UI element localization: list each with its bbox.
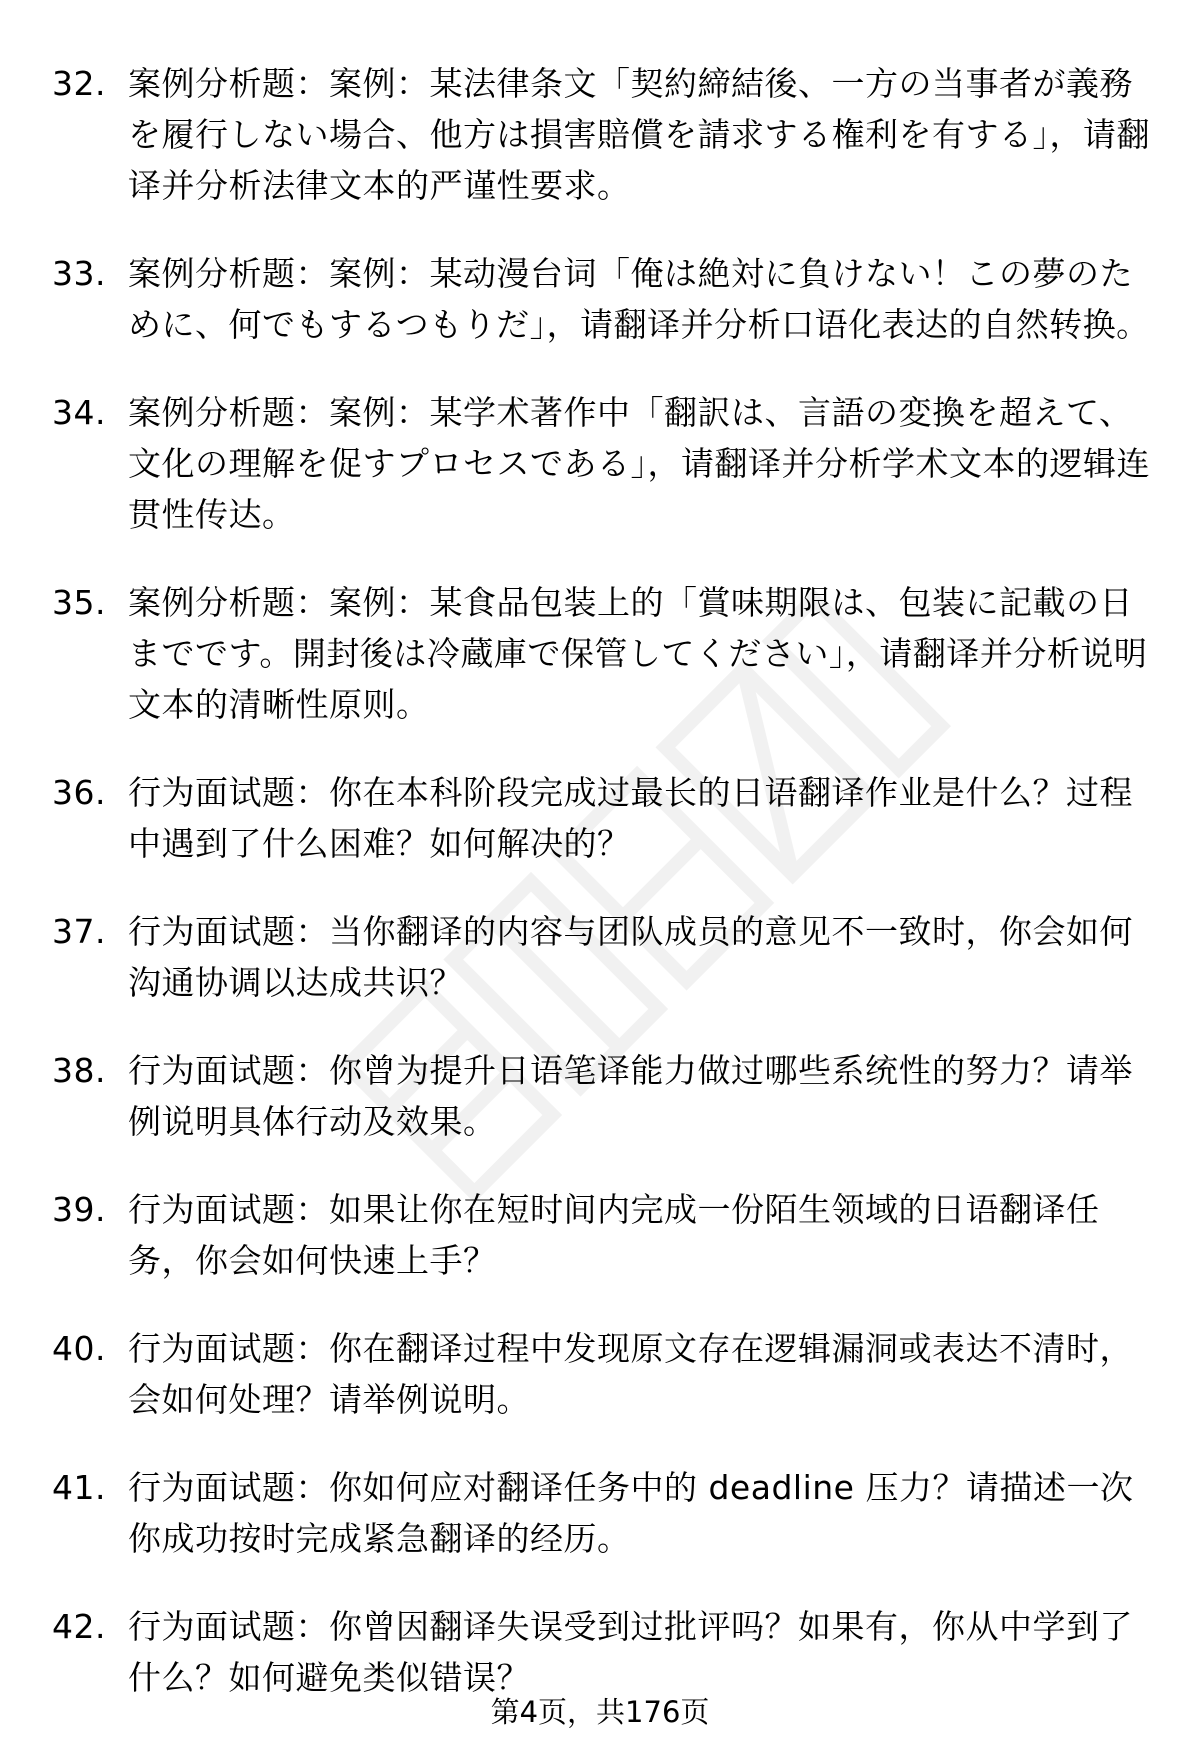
question-number: 41. <box>52 1468 106 1507</box>
question-text: 行为面试题：你曾因翻译失误受到过批评吗？如果有，你从中学到了什么？如何避免类似错误？ <box>128 1607 1133 1697</box>
question-number: 37. <box>52 912 106 951</box>
question-list <box>52 58 1152 1740</box>
question-text: 行为面试题：如果让你在短时间内完成一份陌生领域的日语翻译任务，你会如何快速上手？ <box>128 1190 1100 1280</box>
question-text: 案例分析题：案例：某食品包装上的「賞味期限は、包装に記載の日までです。開封後は冷蔵庫で保管してください」，请翻译并分析说明文本的清晰性原则。 <box>128 583 1148 724</box>
question-item <box>52 1601 1152 1703</box>
question-text: 行为面试题：你在本科阶段完成过最长的日语翻译作业是什么？过程中遇到了什么困难？如何解决的？ <box>128 773 1133 863</box>
question-text: 案例分析题：案例：某动漫台词「俺は絶対に負けない！この夢のために、何でもするつもりだ」，请翻译并分析口语化表达的自然转换。 <box>128 254 1150 344</box>
question-number: 35. <box>52 583 106 622</box>
question-item <box>52 1323 1152 1425</box>
question-text: 行为面试题：你如何应对翻译任务中的 deadline 压力？请描述一次你成功按时完成紧急翻译的经历。 <box>128 1468 1134 1558</box>
page-number-footer: 第4页，共176页 <box>490 1695 710 1729</box>
question-text: 行为面试题：当你翻译的内容与团队成员的意见不一致时，你会如何沟通协调以达成共识？ <box>128 912 1133 1002</box>
question-item <box>52 248 1152 350</box>
question-item <box>52 767 1152 869</box>
question-text: 行为面试题：你在翻译过程中发现原文存在逻辑漏洞或表达不清时，会如何处理？请举例说明。 <box>128 1329 1133 1419</box>
question-item <box>52 1462 1152 1564</box>
question-text: 案例分析题：案例：某学术著作中「翻訳は、言語の変換を超えて、文化の理解を促すプロセスである」，请翻译并分析学术文本的逻辑连贯性传达。 <box>128 393 1150 534</box>
question-number: 32. <box>52 64 106 103</box>
question-number: 39. <box>52 1190 106 1229</box>
question-text: 案例分析题：案例：某法律条文「契約締結後、一方の当事者が義務を履行しない場合、他方は損害賠償を請求する権利を有する」，请翻译并分析法律文本的严谨性要求。 <box>128 64 1150 205</box>
question-item <box>52 387 1152 540</box>
question-number: 33. <box>52 254 106 293</box>
question-number: 42. <box>52 1607 106 1646</box>
question-number: 34. <box>52 393 106 432</box>
question-item <box>52 1045 1152 1147</box>
question-number: 38. <box>52 1051 106 1090</box>
question-item <box>52 58 1152 211</box>
question-text: 行为面试题：你曾为提升日语笔译能力做过哪些系统性的努力？请举例说明具体行动及效果。 <box>128 1051 1133 1141</box>
question-item <box>52 906 1152 1008</box>
question-item <box>52 1184 1152 1286</box>
question-item <box>52 577 1152 730</box>
question-number: 36. <box>52 773 106 812</box>
question-number: 40. <box>52 1329 106 1368</box>
